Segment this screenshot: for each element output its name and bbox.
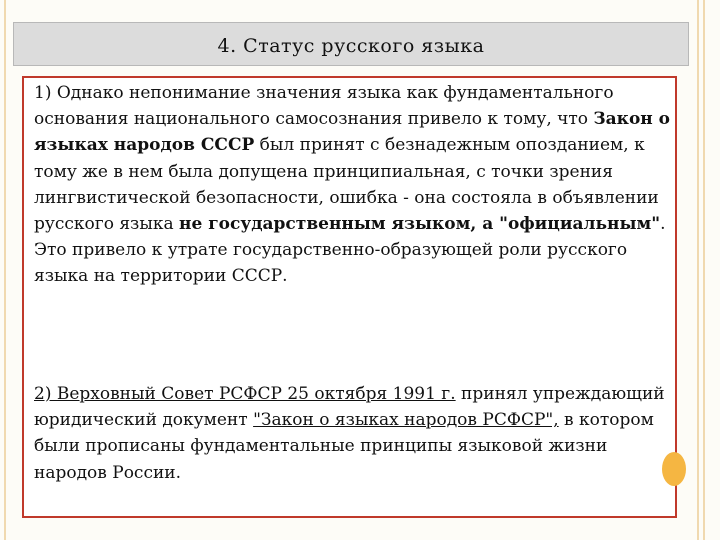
paragraph-2-underline-council: 2) Верховный Совет РСФСР 25 октября 1991 г. [34,384,456,404]
decorative-line-right-1 [697,0,699,540]
title-bar [13,22,689,66]
paragraph-1-text-c: . Это привело к утрате государственно-образующей роли русского языка на территории СССР. [34,214,666,287]
decorative-line-right-2 [703,0,705,540]
decorative-line-left [4,0,6,540]
paragraph-2-text-b: в котором были прописаны фундаментальные принципы языковой жизни народов России. [34,410,654,483]
paragraph-1-bold-status: не государственным языком, а "официальным" [179,214,661,235]
paragraph-2-text-a: принял упреждающий юридический документ [34,384,665,431]
paragraph-2 [34,381,674,486]
content-box [22,76,677,518]
paragraph-1-bold-law: Закон о языках народов СССР [34,109,670,156]
paragraph-1-text-a: 1) Однако непонимание значения языка как фундаментального основания национального самосознания привело к тому, что [34,83,614,130]
paragraph-1-text-b: был принят с безнадежным опозданием, к тому же в нем была допущена принципиальная, с точки зрения лингвистической безопасности, ошибка - она состояла в объявлении русского языка [34,135,659,235]
decorative-circle [662,452,686,486]
slide-title: 4. Статус русского языка [217,35,485,57]
paragraph-1 [34,80,674,290]
paragraph-2-underline-law: "Закон о языках народов РСФСР", [253,410,559,431]
